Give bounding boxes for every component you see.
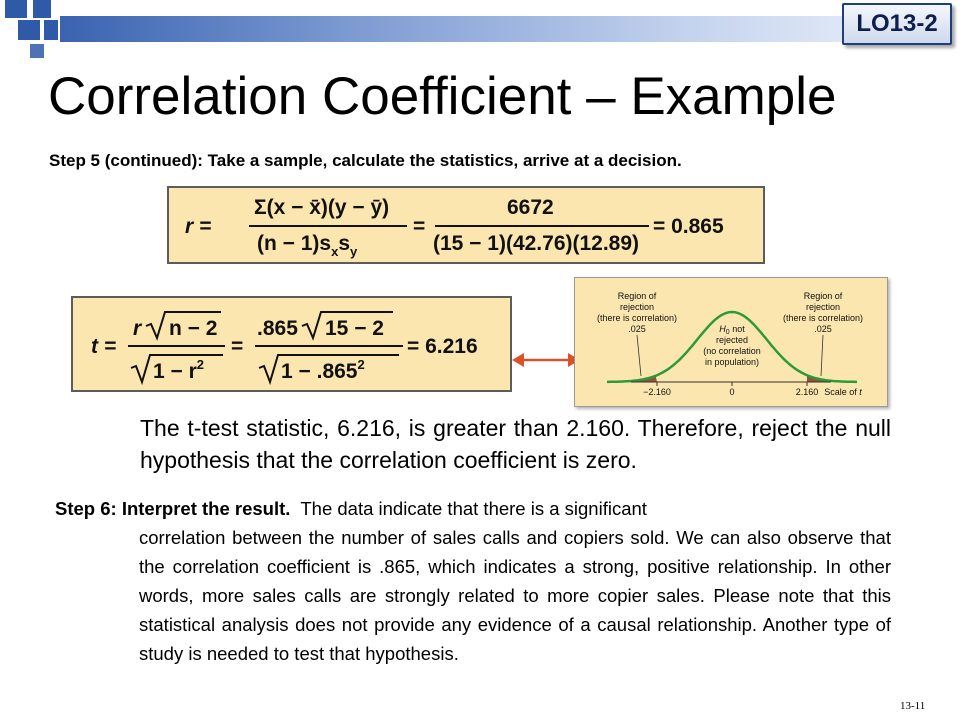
header-gradient-bar <box>60 16 900 42</box>
left-region-label: Region of <box>617 291 657 301</box>
r-formula-numerator-value: 6672 <box>507 196 554 219</box>
tick-label: −2.160 <box>643 387 671 397</box>
t-formula-den-radicand-value: $1 - .865^2$ <box>281 357 365 383</box>
t-distribution-figure <box>574 277 888 407</box>
t-formula-r: r <box>133 317 142 340</box>
left-pointer-line <box>637 335 641 376</box>
r-formula-denominator: $(n - 1)s_xs_y$ <box>257 232 358 259</box>
center-label: (no correlation <box>703 346 761 356</box>
learning-objective-badge: LO13-2 <box>842 3 952 45</box>
tick-label: 0 <box>729 387 735 397</box>
r-formula <box>169 188 763 262</box>
scale-label: Scale of t <box>824 387 862 397</box>
right-region-label: (there is correlation) <box>782 313 864 323</box>
tick-label: 2.160 <box>795 387 819 397</box>
right-pointer-line <box>821 335 823 376</box>
r-formula-equals: = <box>413 215 426 238</box>
right-region-label: Region of <box>803 291 843 301</box>
right-region-label: rejection <box>805 302 841 312</box>
conclusion-text: The t-test statistic, 6.216, is greater than 2.160. Therefore, reject the null hypothesis that the correlation coefficient is zero. <box>140 415 891 473</box>
step6-first-text: The data indicate that there is a significant <box>300 498 647 519</box>
t-formula <box>73 298 510 390</box>
step6-section <box>55 494 891 664</box>
left-region-label: (there is correlation) <box>596 313 678 323</box>
decor-square <box>44 20 58 40</box>
step6-heading: Step 6: Interpret the result. <box>55 498 291 519</box>
left-region-alpha: .025 <box>628 324 646 334</box>
t-formula-num-radicand-value: 15 − 2 <box>325 317 384 340</box>
r-formula-box <box>167 186 765 264</box>
t-distribution-chart <box>575 278 887 406</box>
step6-first-line <box>55 494 891 523</box>
t-formula-box <box>71 296 512 392</box>
step6-body-text: correlation between the number of sales calls and copiers sold. We can also observe that the correlation coefficient is .865, which indicates a strong, positive relationship. In other words, more sales calls are strongly related to more copier sales. Please note that this statistical analysis does not provide any evidence of a causal relationship. Another type of study is needed to test that hypothesis. <box>139 527 891 664</box>
center-label: in population) <box>704 357 760 367</box>
decor-square <box>30 44 44 58</box>
h0-label: $H_0$ not <box>719 324 745 336</box>
step5-heading: Step 5 (continued): Take a sample, calculate the statistics, arrive at a decision. <box>49 151 682 170</box>
slide-number: 13-11 <box>900 700 926 712</box>
t-formula-num-radicand: n − 2 <box>169 317 218 340</box>
r-formula-lhs: r = <box>185 215 212 238</box>
decor-square <box>5 0 27 18</box>
decor-square <box>33 0 51 18</box>
center-label: rejected <box>715 335 749 345</box>
right-region-alpha: .025 <box>814 324 832 334</box>
t-formula-den-radicand: $1 - r^2$ <box>153 357 205 383</box>
t-formula-coef: .865 <box>257 317 298 340</box>
t-formula-lhs: t = <box>91 335 117 358</box>
slide-title: Correlation Coefficient – Example <box>48 67 837 126</box>
t-formula-result: = 6.216 <box>407 335 478 358</box>
left-region-label: rejection <box>619 302 655 312</box>
t-formula-equals: = <box>231 335 244 358</box>
double-arrow-icon <box>512 347 580 373</box>
decor-square <box>18 20 40 40</box>
r-formula-result: = 0.865 <box>653 215 724 238</box>
r-formula-denominator-value: (15 − 1)(42.76)(12.89) <box>433 232 640 255</box>
r-formula-numerator: Σ(x − x̄)(y − ȳ) <box>254 196 390 219</box>
